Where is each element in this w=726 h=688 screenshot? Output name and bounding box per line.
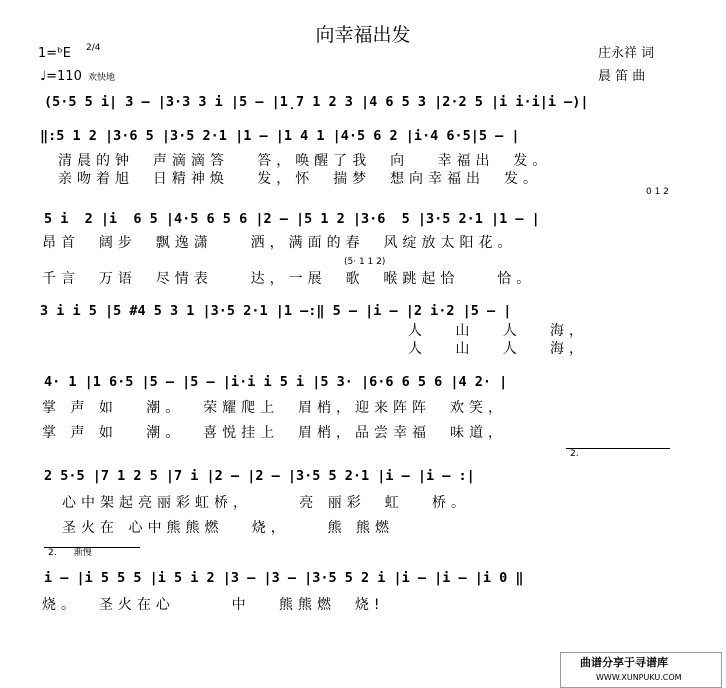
annotation: (5· 1 1 2) bbox=[344, 257, 386, 267]
notation-line: ‖:5 1 2 |3·6 5 |3·5 2·1 |1 – |1 4 1 |4·5 6 2 |i·4 6·5|5 – | bbox=[40, 128, 520, 144]
notation-line: 5 i 2 |i 6 5 |4·5 6 5 6 |2 – |5 1 2 |3·6 5 |3·5 2·1 |1 – | bbox=[44, 211, 540, 227]
volta-bracket bbox=[566, 448, 670, 449]
volta-label: 2. bbox=[570, 449, 579, 459]
lyric-line: 掌 声 如 潮。 荣耀爬上 眉梢，迎来阵阵 欢笑， bbox=[42, 400, 507, 416]
song-title: 向幸福出发 bbox=[315, 24, 411, 46]
tempo: ♩=110 bbox=[40, 69, 82, 84]
key-signature: 1=ᵇE bbox=[38, 46, 71, 61]
notation-line: (5·5 5 i| 3 – |3·3 3 i |5 – |1̣7 1 2 3 |4 6 5 3 |2·2 5 |i i·i|i –)| bbox=[44, 94, 589, 110]
lyric-line: 千言 万语 尽情表 达，一展 歌 喉跳起恰 恰。 bbox=[42, 271, 536, 287]
lyric-line: 清晨的钟 声滴滴答 答，唤醒了我 向 幸福出 发。 bbox=[58, 153, 552, 169]
lyric-line: 圣火在 心中熊熊燃 烧， 熊 熊燃 bbox=[62, 520, 395, 536]
lyric-line: 亲吻着旭 日精神焕 发，怀 揣梦 想向幸福出 发。 bbox=[58, 171, 542, 187]
volta-label: 2. 渐慢 bbox=[48, 548, 92, 558]
notation-line: i – |i 5 5 5 |i 5 i 2 |3 – |3 – |3·5 5 2 i |i – |i – |i 0 ‖ bbox=[44, 570, 524, 586]
lyric-line: 昂首 阔步 飘逸潇 洒，满面的春 风绽放太阳花。 bbox=[42, 235, 517, 251]
lyric-line: 心中架起亮丽彩虹桥， 亮 丽彩 虹 桥。 bbox=[62, 495, 470, 511]
watermark-url: WWW.XUNPUKU.COM bbox=[596, 673, 682, 682]
watermark-label: 曲谱分享于寻谱库 bbox=[580, 656, 668, 669]
time-signature: 2/4 bbox=[86, 43, 101, 53]
lyric-line: 人 山 人 海， bbox=[408, 341, 589, 357]
volta-bracket bbox=[44, 547, 140, 548]
lyricist-credit: 庄永祥 词 bbox=[598, 46, 655, 61]
lyric-line: 人 山 人 海， bbox=[408, 323, 589, 339]
annotation: 0 1 2 bbox=[646, 187, 669, 197]
notation-line: 3 i i 5 |5 #4 5 3 1 |3·5 2·1 |1 –:‖ 5 – |i – |2 i·2 |5 – | bbox=[40, 303, 512, 319]
lyric-line: 掌 声 如 潮。 喜悦挂上 眉梢，品尝幸福 味道， bbox=[42, 425, 507, 441]
notation-line: 2 5·5 |7 1 2 5 |7 i |2 – |2 – |3·5 5 2·1 |i – |i – :| bbox=[44, 468, 475, 484]
composer-credit: 晨 笛 曲 bbox=[598, 69, 646, 84]
tempo-marking: 欢快地 bbox=[88, 73, 116, 83]
lyric-line: 烧。 圣火在心 中 熊熊燃 烧! bbox=[42, 597, 385, 613]
notation-line: 4· 1 |1 6·5 |5 – |5 – |i·i i 5 i |5 3· |6·6 6 5 6 |4 2· | bbox=[44, 374, 508, 390]
